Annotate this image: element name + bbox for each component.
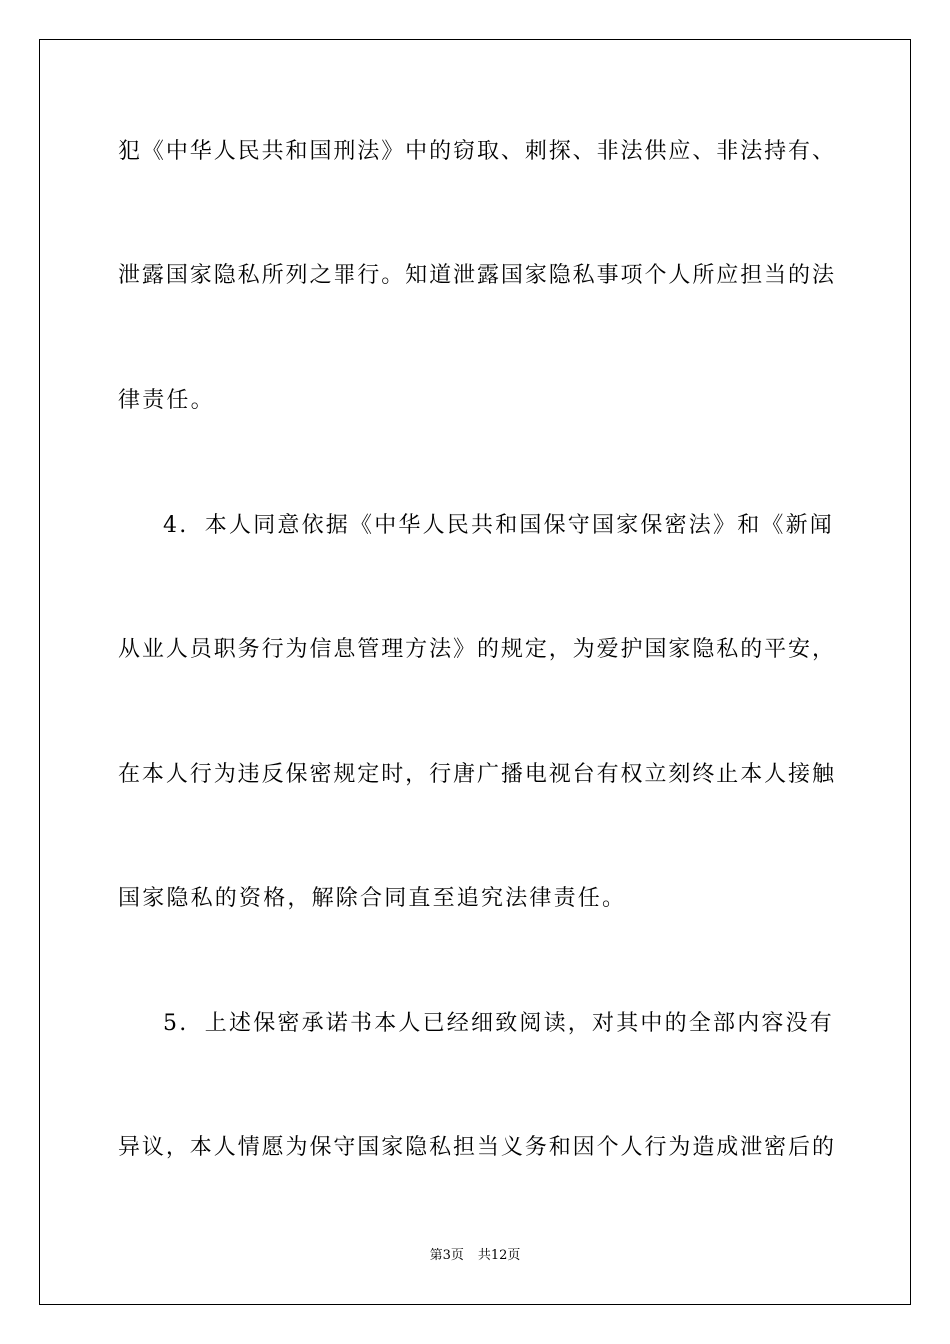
item-4-line-1 xyxy=(163,511,834,541)
current-page-label: 第3页 xyxy=(429,1248,464,1263)
item-number-4: 4. xyxy=(163,513,189,538)
body-line-9: 异议，本人情愿为保守国家隐私担当义务和因个人行为造成泄密后的 xyxy=(118,1135,834,1160)
total-pages-label: 共12页 xyxy=(477,1248,521,1263)
body-line-7: 国家隐私的资格，解除合同直至追究法律责任。 xyxy=(118,886,627,911)
page-footer xyxy=(0,1247,950,1265)
body-line-2: 泄露国家隐私所列之罪行。知道泄露国家隐私事项个人所应担当的法 xyxy=(118,263,834,288)
body-line-3: 律责任。 xyxy=(118,388,215,413)
body-line-1: 犯《中华人民共和国刑法》中的窃取、刺探、非法供应、非法持有、 xyxy=(118,139,834,164)
item-4-text: 本人同意依据《中华人民共和国保守国家保密法》和《新闻 xyxy=(204,513,834,538)
item-5-line-1 xyxy=(163,1009,834,1039)
body-line-6: 在本人行为违反保密规定时，行唐广播电视台有权立刻终止本人接触 xyxy=(118,762,834,787)
item-number-5: 5. xyxy=(163,1011,189,1036)
item-5-text: 上述保密承诺书本人已经细致阅读，对其中的全部内容没有 xyxy=(204,1011,834,1036)
body-line-5: 从业人员职务行为信息管理方法》的规定，为爱护国家隐私的平安， xyxy=(118,637,834,662)
page-border xyxy=(39,39,911,1305)
